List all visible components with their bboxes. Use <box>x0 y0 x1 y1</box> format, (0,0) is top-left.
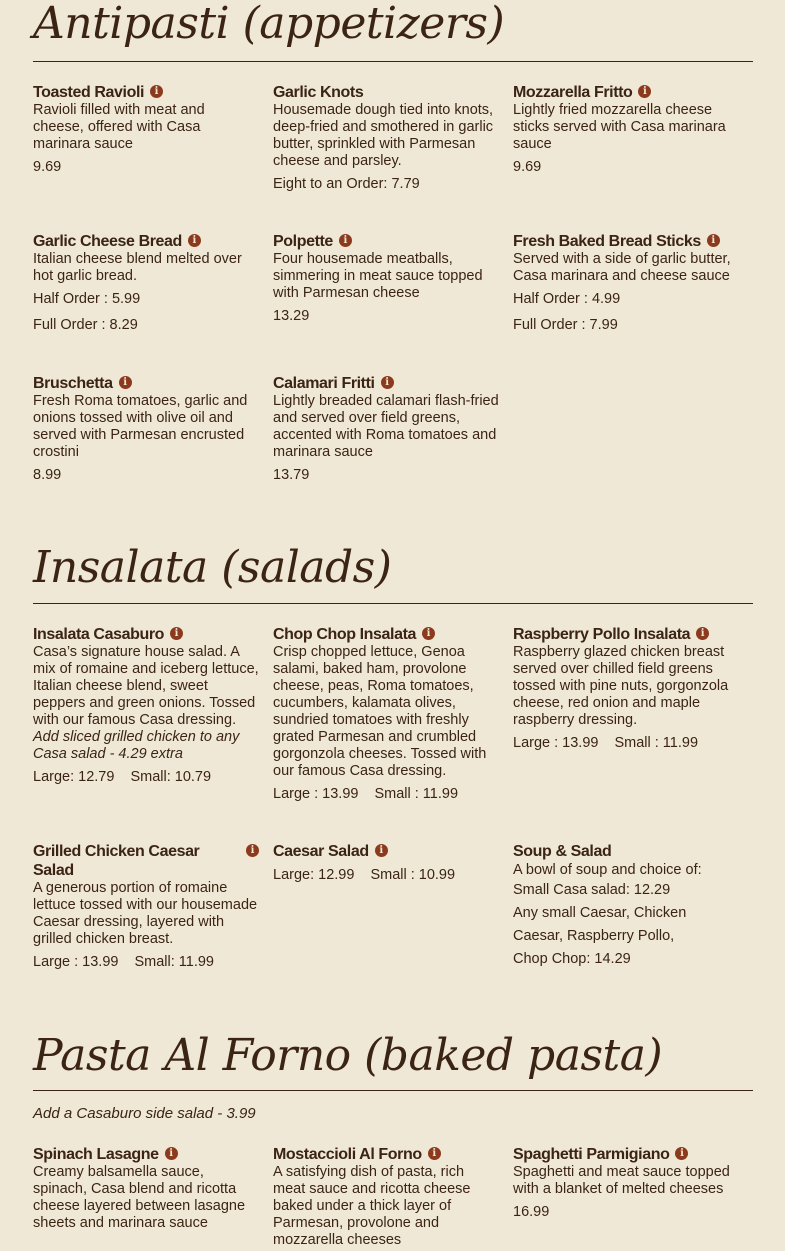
price-large: Large : 13.99 <box>513 735 599 751</box>
menu-item-raspberry-pollo <box>513 625 739 752</box>
menu-item-calamari-fritti <box>273 374 499 484</box>
item-name: Garlic Cheese Bread <box>33 233 182 250</box>
price-large: Large: 12.99 <box>273 867 355 883</box>
section-divider <box>33 61 753 62</box>
item-name: Spaghetti Parmigiano <box>513 1146 670 1163</box>
item-price: 13.29 <box>273 308 310 324</box>
price-large: Large : 13.99 <box>273 786 359 802</box>
pasta-section <box>33 1030 753 1081</box>
soup-option: Small Casa salad: 12.29 <box>513 882 671 898</box>
item-name: Chop Chop Insalata <box>273 626 417 643</box>
item-description: Italian cheese blend melted over hot garlic bread. <box>33 251 242 284</box>
item-name: Mostaccioli Al Forno <box>273 1146 422 1163</box>
menu-item-insalata-casaburo <box>33 625 259 786</box>
info-icon[interactable]: i <box>339 234 352 247</box>
item-description: A bowl of soup and choice of: <box>513 862 702 878</box>
item-price: 13.79 <box>273 467 310 483</box>
item-price-full: Full Order : 8.29 <box>33 317 138 333</box>
price-small: Small: 11.99 <box>134 954 214 970</box>
item-name: Caesar Salad <box>273 843 369 860</box>
info-icon[interactable]: i <box>422 627 435 640</box>
item-description: Lightly breaded calamari flash-fried and served over field greens, accented with Roma tomatoes and marinara sauce <box>273 393 499 460</box>
menu-item-soup-salad <box>513 842 739 971</box>
info-icon[interactable]: i <box>428 1147 441 1160</box>
item-name: Calamari Fritti <box>273 375 375 392</box>
info-icon[interactable]: i <box>696 627 709 640</box>
menu-item-spaghetti-parmigiano <box>513 1145 739 1221</box>
info-icon[interactable]: i <box>638 85 651 98</box>
price-large: Large: 12.79 <box>33 769 115 785</box>
item-description: A satisfying dish of pasta, rich meat sauce and ricotta cheese baked under a thick layer of Parmesan, provolone and mozzarella cheeses <box>273 1164 471 1248</box>
item-note: Add sliced grilled chicken to any Casa salad - 4.29 extra <box>33 729 240 762</box>
info-icon[interactable]: i <box>119 376 132 389</box>
section-divider <box>33 603 753 604</box>
info-icon[interactable]: i <box>381 376 394 389</box>
price-small: Small : 11.99 <box>614 735 699 751</box>
info-icon[interactable]: i <box>707 234 720 247</box>
item-description: A generous portion of romaine lettuce tossed with our housemade Caesar dressing, layered with grilled chicken breast. <box>33 880 258 947</box>
item-description: Lightly fried mozzarella cheese sticks served with Casa marinara sauce <box>513 102 726 152</box>
item-description: Ravioli filled with meat and cheese, offered with Casa marinara sauce <box>33 102 205 152</box>
info-icon[interactable]: i <box>170 627 183 640</box>
menu-item-toasted-ravioli <box>33 83 259 176</box>
item-description: Served with a side of garlic butter, Casa marinara and cheese sauce <box>513 251 731 284</box>
item-price: 9.69 <box>513 159 542 175</box>
item-name: Bruschetta <box>33 375 113 392</box>
item-description: Crisp chopped lettuce, Genoa salami, baked ham, provolone cheese, peas, Roma tomatoes, cucumbers, kalamata olives, sundried tomatoes with freshly grated Parmesan and crumbled gorgonzola cheeses. Tossed with our famous Casa dressing. <box>273 644 487 779</box>
item-name: Insalata Casaburo <box>33 626 165 643</box>
item-name: Grilled Chicken Caesar Salad <box>33 843 200 879</box>
price-small: Small : 10.99 <box>370 867 456 883</box>
item-name: Mozzarella Fritto <box>513 84 633 101</box>
item-description: Creamy balsamella sauce, spinach, Casa blend and ricotta cheese layered between lasagne sheets and marinara sauce <box>33 1164 246 1231</box>
menu-item-grilled-chicken-caesar <box>33 842 259 971</box>
menu-item-bread-sticks <box>513 232 739 334</box>
item-price-full: Full Order : 7.99 <box>513 317 618 333</box>
item-name: Fresh Baked Bread Sticks <box>513 233 701 250</box>
item-price: 8.99 <box>33 467 62 483</box>
item-description: Fresh Roma tomatoes, garlic and onions tossed with olive oil and served with Parmesan encrusted crostini <box>33 393 248 460</box>
section-title-antipasti: Antipasti (appetizers) <box>33 0 505 49</box>
info-icon[interactable]: i <box>375 844 388 857</box>
menu-item-polpette <box>273 232 499 325</box>
section-title-insalata: Insalata (salads) <box>33 542 392 593</box>
item-description: Raspberry glazed chicken breast served over chilled field greens tossed with pine nuts, gorgonzola cheese, red onion and maple raspberry dressing. <box>513 644 729 728</box>
menu-item-chop-chop-insalata <box>273 625 499 803</box>
menu-item-garlic-knots <box>273 83 499 193</box>
section-divider <box>33 1090 753 1091</box>
item-description: Housemade dough tied into knots, deep-fried and smothered in garlic butter, sprinkled with Parmesan cheese and parsley. <box>273 102 494 169</box>
item-name: Toasted Ravioli <box>33 84 145 101</box>
section-note: Add a Casaburo side salad - 3.99 <box>33 1105 256 1122</box>
item-price-half: Half Order : 5.99 <box>33 291 141 307</box>
info-icon[interactable]: i <box>165 1147 178 1160</box>
price-small: Small: 10.79 <box>130 769 212 785</box>
price-small: Small : 11.99 <box>374 786 459 802</box>
item-price-half: Half Order : 4.99 <box>513 291 621 307</box>
item-price: Eight to an Order: 7.79 <box>273 176 420 192</box>
price-large: Large : 13.99 <box>33 954 119 970</box>
item-name: Garlic Knots <box>273 84 364 101</box>
info-icon[interactable]: i <box>246 844 259 857</box>
soup-option: Any small Caesar, Chicken <box>513 905 687 921</box>
menu-item-garlic-cheese-bread <box>33 232 259 334</box>
info-icon[interactable]: i <box>675 1147 688 1160</box>
insalata-section <box>33 542 753 593</box>
item-name: Raspberry Pollo Insalata <box>513 626 691 643</box>
item-price: 16.99 <box>513 1204 550 1220</box>
item-price: 9.69 <box>33 159 62 175</box>
menu-item-mozzarella-fritto <box>513 83 739 176</box>
info-icon[interactable]: i <box>188 234 201 247</box>
section-title-pasta: Pasta Al Forno (baked pasta) <box>33 1030 663 1081</box>
item-name: Soup & Salad <box>513 843 612 860</box>
item-name: Spinach Lasagne <box>33 1146 159 1163</box>
menu-item-spinach-lasagne <box>33 1145 259 1232</box>
soup-option: Chop Chop: 14.29 <box>513 951 631 967</box>
item-description: Casa’s signature house salad. A mix of romaine and iceberg lettuce, Italian cheese blend, sweet peppers and green onions. Tossed with our famous Casa dressing. <box>33 644 259 728</box>
menu-item-caesar-salad <box>273 842 499 884</box>
menu-item-bruschetta <box>33 374 259 484</box>
item-description: Four housemade meatballs, simmering in meat sauce topped with Parmesan cheese <box>273 251 483 301</box>
menu-item-mostaccioli <box>273 1145 499 1249</box>
soup-option: Caesar, Raspberry Pollo, <box>513 928 675 944</box>
item-description: Spaghetti and meat sauce topped with a blanket of melted cheeses <box>513 1164 730 1197</box>
item-name: Polpette <box>273 233 333 250</box>
info-icon[interactable]: i <box>150 85 163 98</box>
antipasti-section <box>33 0 753 49</box>
